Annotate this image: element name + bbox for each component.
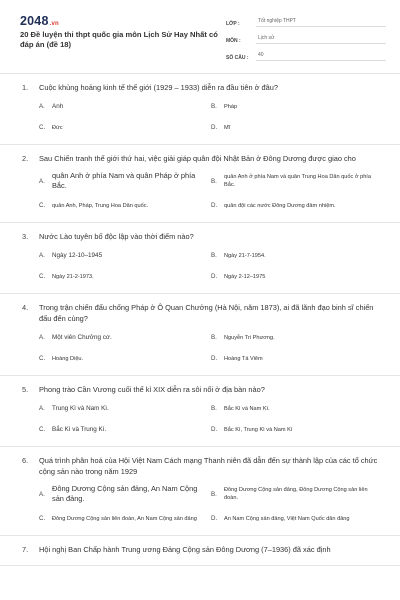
answer-options (22, 249, 382, 283)
option-text: Ngày 21-7-1954. (224, 252, 266, 259)
option-letter: A. (39, 405, 45, 412)
question-body: Quá trình phân hoá của Hội Việt Nam Cách mạng Thanh niên đã dẫn đến sự thành lập của các tổ chức cộng sản nào trong năm 1929 (39, 456, 378, 476)
question-body: Sau Chiến tranh thế giới thứ hai, việc giải giáp quân đội Nhật Bản ở Đông Dương được giao cho (39, 154, 356, 163)
meta-row-class (226, 14, 386, 27)
question-body: Hội nghị Ban Chấp hành Trung ương Đảng Cộng sản Đông Dương (7–1936) đã xác định (39, 545, 331, 554)
question-number: 4. (22, 303, 29, 312)
answer-options (22, 331, 382, 365)
question-number: 2. (22, 154, 29, 163)
question-number: 1. (22, 83, 29, 92)
answer-option-a[interactable] (39, 331, 211, 344)
option-text: Ngày 2-12–1975 (224, 273, 266, 280)
answer-options (22, 171, 382, 212)
question-item (0, 223, 400, 294)
answer-option-a[interactable] (39, 249, 211, 262)
question-number: 7. (22, 545, 29, 554)
answer-options (22, 484, 382, 525)
question-item (0, 145, 400, 223)
option-letter: B. (211, 103, 217, 110)
option-text: quân Anh ở phía Nam và quân Pháp ở phía Bắc. (52, 171, 196, 190)
option-text: Trung Kì và Nam Kì. (52, 405, 109, 412)
option-letter: C. (39, 124, 46, 131)
answer-option-c[interactable] (39, 352, 211, 365)
option-text: Nguyễn Tri Phương. (224, 334, 275, 341)
option-letter: A. (39, 334, 45, 341)
option-text: Bắc Kì và Nam Kì. (224, 405, 270, 412)
option-letter: D. (211, 515, 218, 522)
option-letter: C. (39, 273, 46, 280)
answer-option-c[interactable] (39, 199, 211, 212)
option-letter: B. (211, 405, 217, 412)
answer-option-b[interactable] (211, 484, 383, 504)
answer-option-a[interactable] (39, 100, 211, 113)
option-letter: B. (211, 490, 217, 498)
meta-row-question-count (226, 48, 386, 61)
answer-option-d[interactable] (211, 121, 383, 134)
option-text: Hoàng Diệu. (52, 355, 84, 362)
question-item (0, 74, 400, 145)
option-letter: B. (211, 334, 217, 341)
option-text: Bắc Kì và Trung Kì. (52, 426, 107, 433)
meta-row-subject (226, 31, 386, 44)
site-logo[interactable] (20, 14, 59, 28)
answer-option-b[interactable] (211, 331, 383, 344)
option-text: Bắc Kì, Trung Kì và Nam Kì (224, 426, 293, 433)
option-text: Một viên Chưởng cơ. (52, 334, 112, 341)
question-number: 5. (22, 385, 29, 394)
logo-suffix: .vn (49, 21, 59, 27)
question-text (22, 455, 382, 477)
option-letter: D. (211, 202, 218, 209)
question-item (0, 294, 400, 376)
question-text (22, 231, 382, 242)
option-text: Đông Dương Cộng sản liên đoàn, An Nam Cộng sản đảng (52, 515, 197, 522)
option-text: An Nam Cộng sản đảng, Việt Nam Quốc dân đảng (224, 515, 350, 522)
option-text: quân Anh, Pháp, Trung Hoa Dân quốc. (52, 202, 149, 209)
option-letter: C. (39, 202, 46, 209)
question-number: 3. (22, 232, 29, 241)
question-text (22, 82, 382, 93)
option-letter: A. (39, 490, 45, 498)
option-letter: A. (39, 252, 45, 259)
question-list (0, 74, 400, 566)
meta-value: Tốt nghiệp THPT (256, 18, 386, 27)
answer-option-c[interactable] (39, 121, 211, 134)
option-letter: C. (39, 355, 46, 362)
logo-main: 2048 (20, 14, 49, 28)
meta-value: 40 (256, 52, 386, 61)
meta-value: Lịch sử (256, 35, 386, 44)
option-letter: D. (211, 124, 218, 131)
option-letter: C. (39, 515, 46, 522)
question-text (22, 384, 382, 395)
question-body: Phong trào Cần Vương cuối thế kỉ XIX diễn ra sôi nổi ở địa bàn nào? (39, 385, 265, 394)
question-body: Cuộc khủng hoảng kinh tế thế giới (1929 – 1933) diễn ra đầu tiên ở đâu? (39, 83, 278, 92)
question-item (0, 536, 400, 566)
option-letter: D. (211, 426, 218, 433)
answer-option-b[interactable] (211, 249, 383, 262)
option-text: quân Anh ở phía Nam và quân Trung Hoa Dân quốc ở phía Bắc. (224, 174, 371, 188)
answer-option-a[interactable] (39, 402, 211, 415)
question-text (22, 153, 382, 164)
answer-option-d[interactable] (211, 512, 383, 525)
exam-meta (226, 14, 386, 65)
answer-options (22, 402, 382, 436)
answer-options (22, 100, 382, 134)
option-text: Anh (52, 103, 64, 110)
meta-label: MÔN : (226, 38, 241, 44)
option-text: Đức (52, 124, 63, 131)
option-letter: B. (211, 177, 217, 185)
answer-option-c[interactable] (39, 423, 211, 436)
meta-label: LỚP : (226, 21, 240, 27)
option-letter: D. (211, 355, 218, 362)
option-letter: D. (211, 273, 218, 280)
answer-option-b[interactable] (211, 171, 383, 191)
answer-option-c[interactable] (39, 512, 211, 525)
option-text: Ngày 12-10–1945 (52, 252, 103, 259)
answer-option-d[interactable] (211, 423, 383, 436)
answer-option-c[interactable] (39, 270, 211, 283)
question-number: 6. (22, 456, 29, 465)
option-letter: C. (39, 426, 46, 433)
option-letter: A. (39, 103, 45, 110)
question-body: Trong trận chiến đấu chống Pháp ở Ô Quan Chưởng (Hà Nội, năm 1873), ai đã lãnh đạo binh sĩ chiến đấu đến cùng? (39, 303, 374, 323)
option-text: Đông Dương Cộng sản đảng, Đông Dương Cộng sản liên đoàn. (224, 487, 368, 501)
question-body: Nước Lào tuyên bố độc lập vào thời điểm nào? (39, 232, 194, 241)
option-text: Pháp (224, 103, 238, 110)
option-text: Đông Dương Cộng sản đảng, An Nam Cộng sản đảng. (52, 484, 198, 503)
option-letter: B. (211, 252, 217, 259)
option-letter: A. (39, 177, 45, 185)
question-item (0, 447, 400, 536)
document-title: 20 Đề luyện thi thpt quốc gia môn Lịch Sử Hay Nhất có đáp án (đề 18) (20, 30, 218, 49)
option-text: Ngày 21-2-1973. (52, 273, 94, 280)
meta-label: SỐ CÂU : (226, 55, 249, 61)
document-header (0, 0, 400, 74)
question-item (0, 376, 400, 447)
option-text: Hoàng Tá Viêm (224, 355, 263, 362)
answer-option-a[interactable] (39, 484, 211, 504)
answer-option-a[interactable] (39, 171, 211, 191)
answer-option-d[interactable] (211, 352, 383, 365)
answer-option-b[interactable] (211, 402, 383, 415)
question-text (22, 544, 382, 555)
question-text (22, 302, 382, 324)
answer-option-d[interactable] (211, 270, 383, 283)
answer-option-d[interactable] (211, 199, 383, 212)
answer-option-b[interactable] (211, 100, 383, 113)
option-text: quân đội các nước Đông Dương đảm nhiệm. (224, 202, 336, 209)
option-text: Mĩ (224, 124, 231, 131)
